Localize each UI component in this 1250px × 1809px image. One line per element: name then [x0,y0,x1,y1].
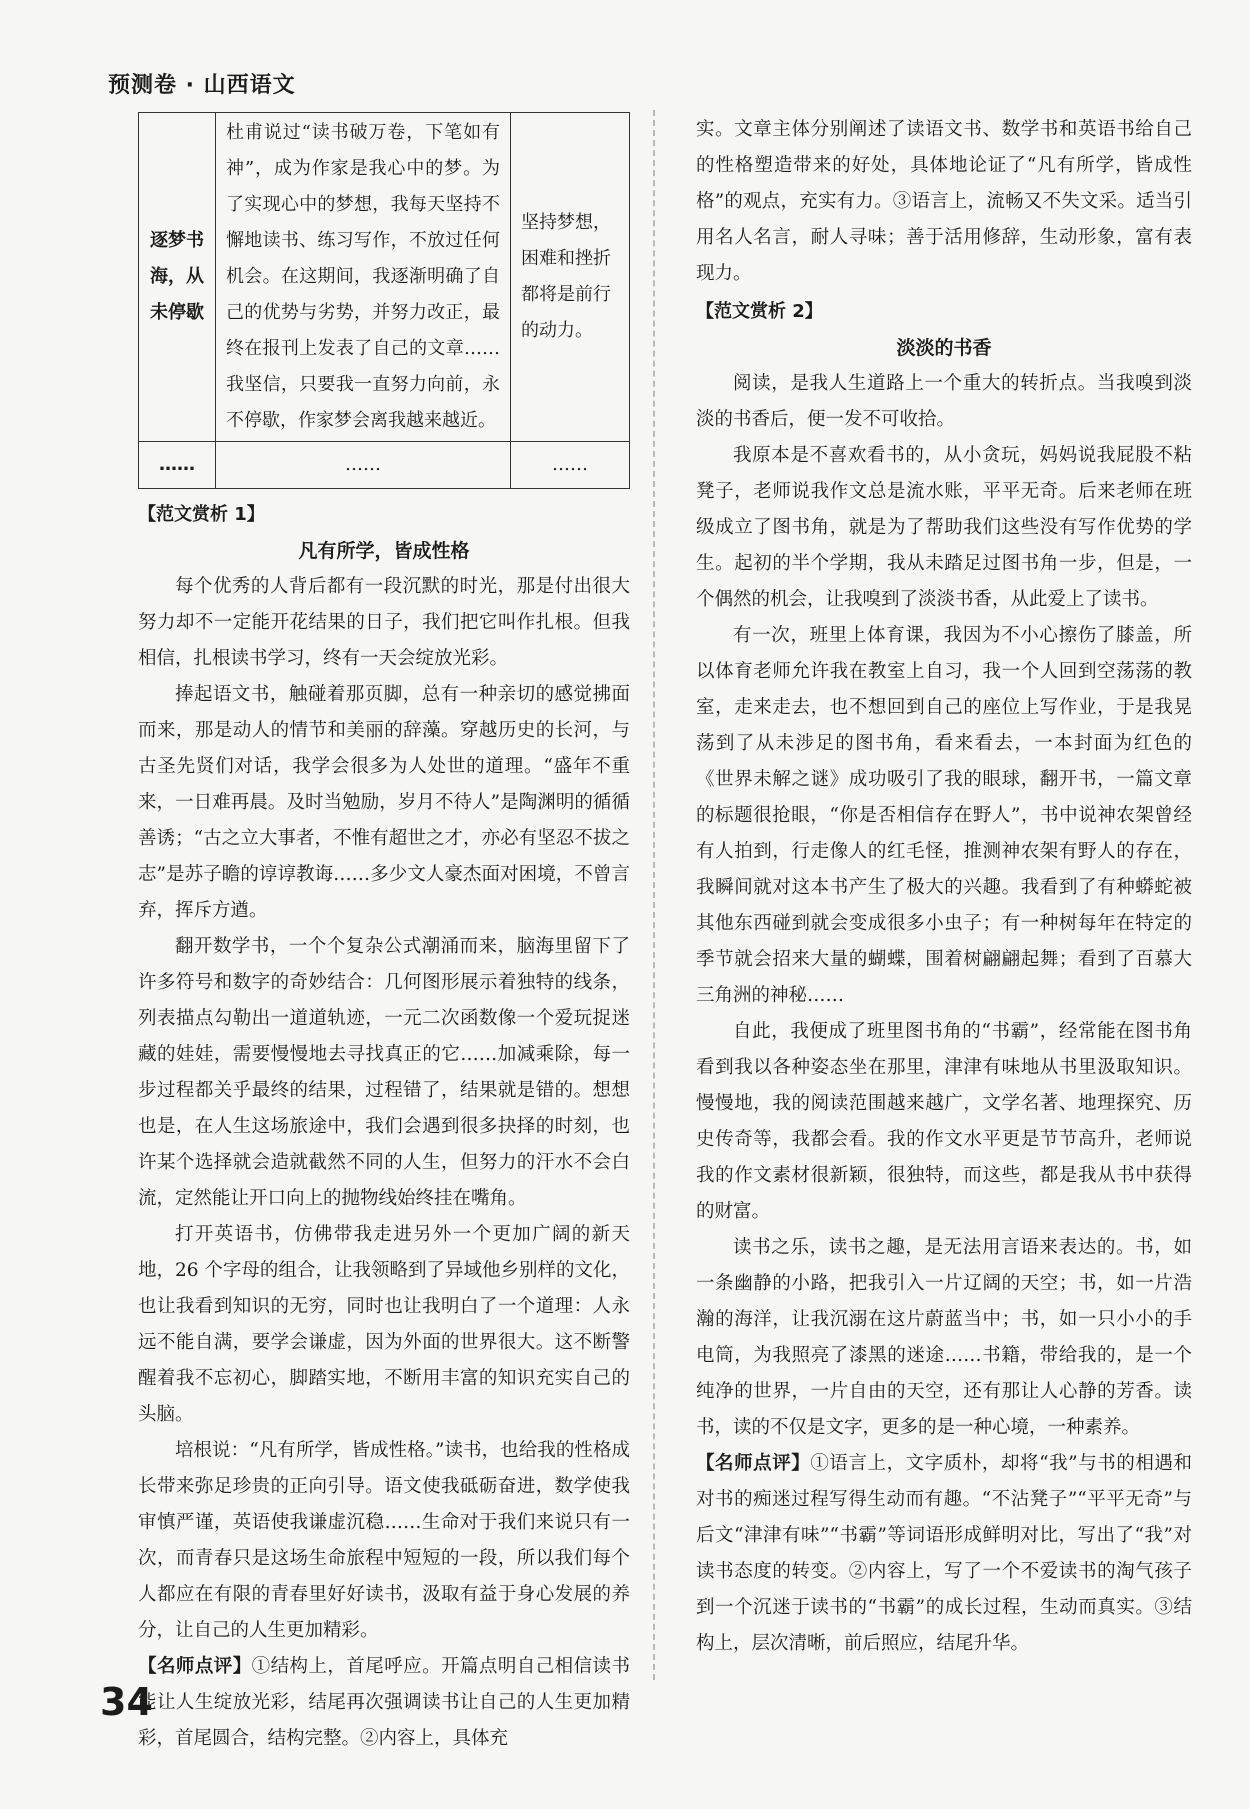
essay2-paragraph: 有一次，班里上体育课，我因为不小心擦伤了膝盖，所以体育老师允许我在教室上自习，我一个人回到空荡荡的教室，走来走去，也不想回到自己的座位上写作业，于是我晃荡到了从未涉足的图书角，看来看去，一本封面为红色的《世界未解之谜》成功吸引了我的眼球，翻开书，一篇文章的标题很抢眼，“你是否相信存在野人”，书中说神农架曾经有人拍到，行走像人的红毛怪，推测神农架有野人的存在，我瞬间就对这本书产生了极大的兴趣。我看到了有种蟒蛇被其他东西碰到就会变成很多小虫子；有一种树每年在特定的季节就会招来大量的蝴蝶，围着树翩翩起舞；看到了百慕大三角洲的神秘…… [696,625,1192,1006]
table-cell-ellipsis: …… [216,442,511,489]
table-cell-content: 杜甫说过“读书破万卷，下笔如有神”，成为作家是我心中的梦。为了实现心中的梦想，我每天坚持不懈地读书、练习写作，不放过任何机会。在这期间，我逐渐明确了自己的优势与劣势，并努力改正，最终在报刊上发表了自己的文章……我坚信，只要我一直努力向前，永不停歇，作家梦会离我越来越近。 [216,113,511,442]
essay2-comment-text: ①语言上，文字质朴，却将“我”与书的相遇和对书的痴迷过程写得生动而有趣。“不沾凳子”“平平无奇”与后文“津津有味”“书霸”等词语形成鲜明对比，写出了“我”对读书态度的转变。②内容上，写了一个不爱读书的淘气孩子到一个沉迷于读书的“书霸”的成长过程，生动而真实。③结构上，层次清晰，前后照应，结尾升华。 [696,1453,1192,1654]
essay1-paragraph: 捧起语文书，触碰着那页脚，总有一种亲切的感觉拂面而来，那是动人的情节和美丽的辞藻。穿越历史的长河，与古圣先贤们对话，我学会很多为人处世的道理。“盛年不重来，一日难再晨。及时当勉励，岁月不待人”是陶渊明的循循善诱；“古之立大事者，不惟有超世之才，亦必有坚忍不拔之志”是苏子瞻的谆谆教诲……多少文人豪杰面对困境，不曾言弃，挥斥方遒。 [138,684,630,921]
table-cell-ellipsis: …… [139,442,216,489]
essay1-comment-text: ①结构上，首尾呼应。开篇点明自己相信读书能让人生绽放光彩，结尾再次强调读书让自己的人生更加精彩，首尾圆合，结构完整。②内容上，具体充 [138,1656,630,1749]
left-column [138,112,630,1757]
essay2-tag: 【范文赏析 2】 [696,301,823,322]
page-number: 34 [100,1680,153,1724]
table-row [139,113,630,442]
essay1-comment [138,1649,630,1757]
essay2-paragraph: 自此，我便成了班里图书角的“书霸”，经常能在图书角看到我以各种姿态坐在那里，津津有味地从书里汲取知识。慢慢地，我的阅读范围越来越广，文学名著、地理探究、历史传奇等，我都会看。我的作文水平更是节节高升，老师说我的作文素材很新颖，很独特，而这些，都是我从书中获得的财富。 [696,1021,1192,1222]
essay2-comment [696,1446,1192,1662]
essay2-paragraph: 读书之乐，读书之趣，是无法用言语来表达的。书，如一条幽静的小路，把我引入一片辽阔的天空；书，如一片浩瀚的海洋，让我沉溺在这片蔚蓝当中；书，如一只小小的手电筒，为我照亮了漆黑的迷途……书籍，带给我的，是一个纯净的世界，一片自由的天空，还有那让人心静的芳香。读书，读的不仅是文字，更多的是一种心境，一种素养。 [696,1237,1192,1438]
right-column [696,112,1192,1662]
table-cell-title: 逐梦书海，从未停歇 [139,113,216,442]
table-cell-ellipsis: …… [511,442,630,489]
table-row [139,442,630,489]
writing-plan-table [138,112,630,489]
essay1-comment-continued: 实。文章主体分别阐述了读语文书、数学书和英语书给自己的性格塑造带来的好处，具体地论证了“凡有所学，皆成性格”的观点，充实有力。③语言上，流畅又不失文采。适当引用名人名言，耐人寻味；善于活用修辞，生动形象，富有表现力。 [696,119,1192,284]
essay1-paragraph: 培根说：“凡有所学，皆成性格。”读书，也给我的性格成长带来弥足珍贵的正向引导。语文使我砥砺奋进，数学使我审慎严谨，英语使我谦虚沉稳……生命对于我们来说只有一次，而青春只是这场生命旅程中短短的一段，所以我们每个人都应在有限的青春里好好读书，汲取有益于身心发展的养分，让自己的人生更加精彩。 [138,1440,630,1641]
essay1-comment-tag: 【名师点评】 [138,1656,252,1677]
essay1-paragraph: 每个优秀的人背后都有一段沉默的时光，那是付出很大努力却不一定能开花结果的日子，我们把它叫作扎根。但我相信，扎根读书学习，终有一天会绽放光彩。 [138,576,630,669]
essay1-paragraph: 翻开数学书，一个个复杂公式潮涌而来，脑海里留下了许多符号和数字的奇妙结合：几何图形展示着独特的线条，列表描点勾勒出一道道轨迹，一元二次函数像一个爱玩捉迷藏的娃娃，需要慢慢地去寻找真正的它……加减乘除，每一步过程都关乎最终的结果，过程错了，结果就是错的。想想也是，在人生这场旅途中，我们会遇到很多抉择的时刻，也许某个选择就会造就截然不同的人生，但努力的汗水不会白流，定然能让开口向上的抛物线始终挂在嘴角。 [138,936,630,1209]
running-header: 预测卷 · 山西语文 [108,73,296,98]
essay2-title: 淡淡的书香 [896,337,992,359]
essay1-tag: 【范文赏析 1】 [138,504,265,525]
essay1-title: 凡有所学，皆成性格 [298,540,470,562]
column-divider [653,110,655,1680]
essay2-paragraph: 阅读，是我人生道路上一个重大的转折点。当我嗅到淡淡的书香后，便一发不可收拾。 [696,373,1192,430]
essay2-comment-tag: 【名师点评】 [696,1453,811,1474]
table-cell-point: 坚持梦想，困难和挫折都将是前行的动力。 [511,113,630,442]
essay1-paragraph: 打开英语书，仿佛带我走进另外一个更加广阔的新天地，26 个字母的组合，让我领略到了异域他乡别样的文化，也让我看到知识的无穷，同时也让我明白了一个道理：人永远不能自满，要学会谦虚，因为外面的世界很大。这不断警醒着我不忘初心，脚踏实地，不断用丰富的知识充实自己的头脑。 [138,1224,630,1425]
essay2-paragraph: 我原本是不喜欢看书的，从小贪玩，妈妈说我屁股不粘凳子，老师说我作文总是流水账，平平无奇。后来老师在班级成立了图书角，就是为了帮助我们这些没有写作优势的学生。起初的半个学期，我从未踏足过图书角一步，但是，一个偶然的机会，让我嗅到了淡淡书香，从此爱上了读书。 [696,445,1192,610]
